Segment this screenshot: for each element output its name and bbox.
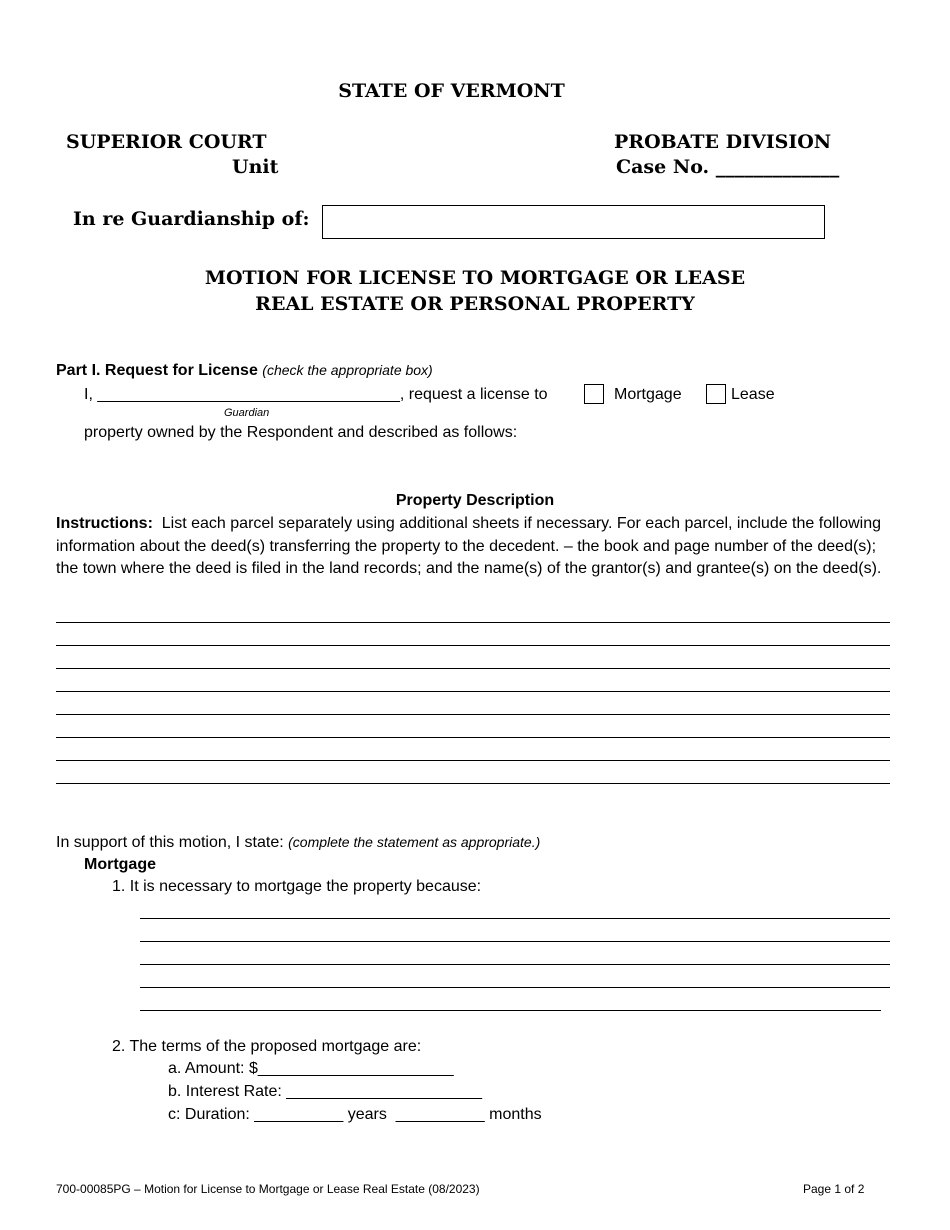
i-prefix: I, — [84, 386, 93, 403]
property-line[interactable] — [56, 691, 890, 692]
property-line[interactable] — [56, 622, 890, 623]
property-owned-text: property owned by the Respondent and described as follows: — [84, 424, 518, 441]
duration-months-blank[interactable]: __________ — [395, 1106, 485, 1123]
duration-row — [168, 1106, 542, 1124]
in-re-label: In re Guardianship of: — [73, 208, 310, 230]
reason-line[interactable] — [140, 1010, 881, 1011]
item-2-text: 2. The terms of the proposed mortgage are: — [112, 1038, 422, 1055]
reason-line[interactable] — [140, 941, 890, 942]
case-number-label: Case No. — [616, 156, 716, 178]
duration-label: c: Duration: — [168, 1106, 255, 1123]
support-intro-text: In support of this motion, I state: — [56, 834, 284, 851]
probate-division-label: PROBATE DIVISION — [614, 131, 832, 153]
duration-years-blank[interactable]: __________ — [254, 1106, 344, 1123]
instructions-paragraph — [56, 513, 896, 581]
property-line[interactable] — [56, 737, 890, 738]
form-title-line-1: MOTION FOR LICENSE TO MORTGAGE OR LEASE — [204, 267, 746, 289]
reason-line[interactable] — [140, 964, 890, 965]
mortgage-checkbox[interactable] — [584, 384, 604, 404]
lease-checkbox-label: Lease — [731, 386, 775, 403]
amount-row — [168, 1060, 454, 1078]
years-label: years — [343, 1106, 396, 1123]
instructions-label: Instructions: — [56, 515, 153, 532]
in-re-input-box[interactable] — [322, 205, 825, 239]
interest-row — [168, 1083, 482, 1101]
state-heading: STATE OF VERMONT — [338, 80, 565, 102]
interest-label: b. Interest Rate: — [168, 1083, 287, 1100]
superior-court-label: SUPERIOR COURT — [66, 131, 267, 153]
case-number-blank[interactable]: _____________ — [715, 156, 840, 178]
lease-checkbox[interactable] — [706, 384, 726, 404]
item-1-text: 1. It is necessary to mortgage the property because: — [112, 878, 482, 895]
guardian-request-line — [84, 386, 548, 404]
interest-blank[interactable]: ______________________ — [286, 1083, 483, 1100]
instructions-text: List each parcel separately using additional sheets if necessary. For each parcel, include the following information about the deed(s) transferring the property to the decedent. – the book and page number of the deed(s); the town where the deed is filed in the land records; and the name(s) of the grantor(s) and grantee(s) on the deed(s). — [56, 515, 882, 577]
months-label: months — [484, 1106, 542, 1123]
reason-line[interactable] — [140, 987, 890, 988]
part1-heading-text: Part I. Request for License — [56, 362, 258, 379]
support-intro-note: (complete the statement as appropriate.) — [288, 834, 541, 850]
part1-heading-note: (check the appropriate box) — [262, 362, 433, 378]
form-title-line-2: REAL ESTATE OR PERSONAL PROPERTY — [255, 293, 695, 315]
property-line[interactable] — [56, 645, 890, 646]
part1-heading — [56, 362, 433, 380]
amount-blank[interactable]: ______________________ — [257, 1060, 454, 1077]
request-text: , request a license to — [399, 386, 548, 403]
guardian-caption: Guardian — [224, 407, 270, 419]
amount-label: a. Amount: $ — [168, 1060, 258, 1077]
reason-line[interactable] — [140, 918, 890, 919]
unit-label: Unit — [232, 156, 279, 178]
footer-form-id: 700-00085PG – Motion for License to Mortgage or Lease Real Estate (08/2023) — [56, 1182, 480, 1196]
property-description-heading: Property Description — [395, 492, 555, 509]
property-line[interactable] — [56, 760, 890, 761]
support-intro — [56, 834, 540, 852]
guardian-name-blank[interactable]: __________________________________ — [97, 386, 400, 403]
footer-page-number: Page 1 of 2 — [803, 1182, 865, 1196]
property-line[interactable] — [56, 783, 890, 784]
property-line[interactable] — [56, 714, 890, 715]
mortgage-heading: Mortgage — [84, 856, 156, 873]
property-line[interactable] — [56, 668, 890, 669]
mortgage-checkbox-label: Mortgage — [614, 386, 682, 403]
case-number — [616, 156, 839, 178]
